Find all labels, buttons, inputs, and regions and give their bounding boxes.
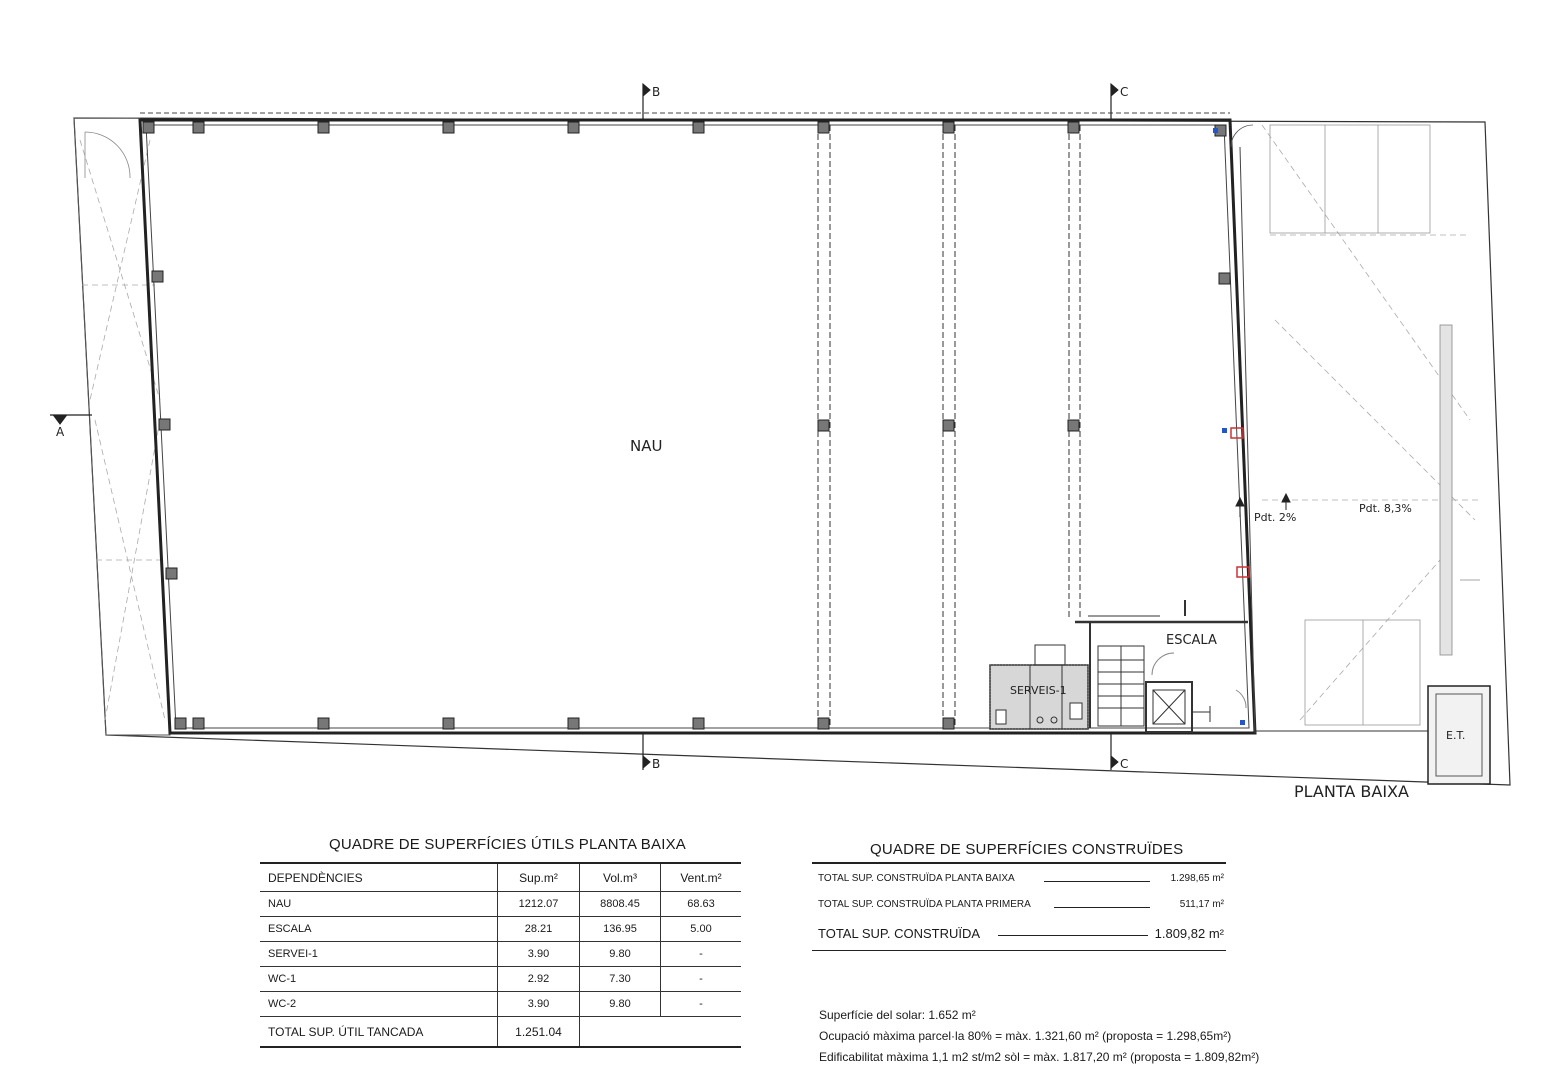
cell-volume: 9.80 [580,992,661,1017]
note-occupation: Ocupació màxima parcel·la 80% = màx. 1.321,60 m² (proposta = 1.298,65m²) [819,1029,1232,1043]
cell-surface: 1212.07 [498,892,580,917]
stair-core [1075,600,1248,732]
built-total-value: 1.809,82 m² [1154,926,1224,941]
table-row [260,942,741,967]
leader-line [998,935,1148,936]
built-row-label: TOTAL SUP. CONSTRUÏDA PLANTA PRIMERA [818,899,1031,910]
built-total-label: TOTAL SUP. CONSTRUÏDA [818,926,981,941]
section-markers [50,84,1118,770]
built-row-value: 511,17 m² [1179,899,1224,910]
useful-table-title: QUADRE DE SUPERFÍCIES ÚTILS PLANTA BAIXA [329,836,686,853]
plan-title: PLANTA BAIXA [1294,782,1409,801]
total-empty [580,1017,742,1048]
cell-name: WC-2 [260,992,498,1017]
header-ventilation: Vent.m² [661,863,742,892]
left-strip-dashed [80,140,165,720]
cell-name: NAU [260,892,498,917]
header-volume: Vol.m³ [580,863,661,892]
built-row [812,890,1226,916]
cell-name: WC-1 [260,967,498,992]
cell-ventilation: - [661,967,742,992]
room-label-nau: NAU [630,437,663,455]
built-table-bottom-rule [812,950,1226,951]
site-boundary [74,118,1510,785]
section-label-c-top: C [1120,85,1129,99]
table-row [260,992,741,1017]
total-value: 1.251.04 [498,1017,580,1048]
header-dependencies: DEPENDÈNCIES [260,863,498,892]
slope-label-right: Pdt. 8,3% [1359,502,1412,515]
built-surfaces-table [812,862,1226,951]
cell-ventilation: - [661,992,742,1017]
built-row [812,864,1226,890]
built-table-title: QUADRE DE SUPERFÍCIES CONSTRUÏDES [870,841,1184,858]
section-label-b-top: B [652,85,661,99]
section-label-a: A [56,425,65,439]
table-row [260,967,741,992]
cell-name: SERVEI-1 [260,942,498,967]
section-label-b-bottom: B [652,757,661,771]
cell-name: ESCALA [260,917,498,942]
slope-label-left: Pdt. 2% [1254,511,1297,524]
table-row [260,917,741,942]
note-buildability: Edificabilitat màxima 1,1 m2 st/m2 sòl = màx. 1.817,20 m² (proposta = 1.809,82m²) [819,1050,1260,1064]
room-label-et: E.T. [1446,729,1466,742]
cell-volume: 8808.45 [580,892,661,917]
cell-surface: 3.90 [498,942,580,967]
section-label-c-bottom: C [1120,757,1129,771]
cell-volume: 9.80 [580,942,661,967]
cell-surface: 3.90 [498,992,580,1017]
cell-ventilation: - [661,942,742,967]
header-surface: Sup.m² [498,863,580,892]
cell-volume: 136.95 [580,917,661,942]
room-label-escala: ESCALA [1166,633,1217,648]
cell-ventilation: 5.00 [661,917,742,942]
table-total-row [260,1017,741,1048]
nave-walls [140,120,1255,733]
cell-surface: 28.21 [498,917,580,942]
cell-surface: 2.92 [498,967,580,992]
structural-columns [143,122,1230,729]
leader-line [1044,881,1150,882]
total-label: TOTAL SUP. ÚTIL TANCADA [260,1017,498,1048]
parking-bays [1270,125,1430,725]
room-label-serveis: SERVEIS-1 [1010,684,1067,697]
cell-ventilation: 68.63 [661,892,742,917]
surface-notes [819,1005,1259,1068]
useful-surfaces-table [260,862,741,1048]
cell-volume: 7.30 [580,967,661,992]
note-solar: Superfície del solar: 1.652 m² [819,1008,976,1022]
table-row [260,892,741,917]
built-row-value: 1.298,65 m² [1170,873,1224,884]
built-row-label: TOTAL SUP. CONSTRUÏDA PLANTA BAIXA [818,873,1015,884]
leader-line [1054,907,1150,908]
built-total-row [812,916,1226,950]
table-header-row [260,863,741,892]
